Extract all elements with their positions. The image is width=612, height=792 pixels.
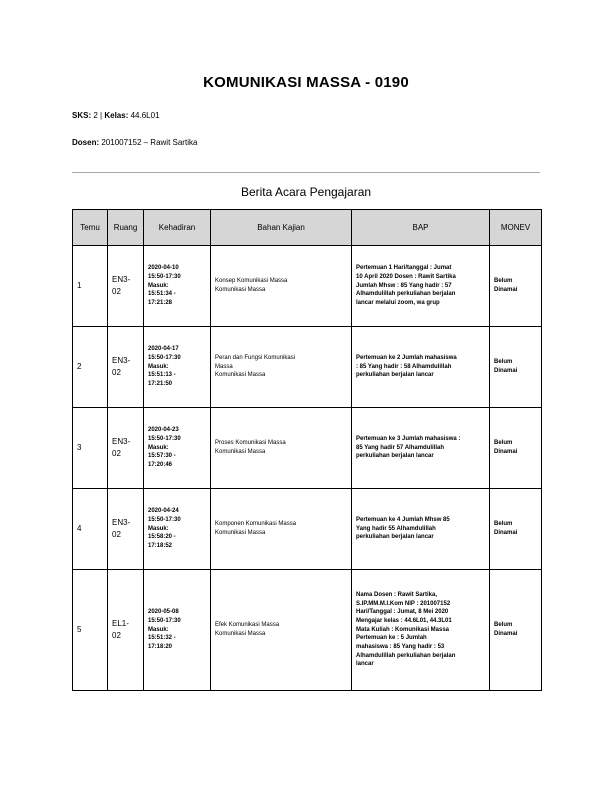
cell-monev	[490, 327, 542, 408]
table-header-row	[73, 210, 542, 246]
cell-bap-line: Yang hadir 55 Alhamdulillah	[356, 525, 436, 532]
cell-bap-line: Pertemuan ke 4 Jumlah Mhsw 85	[356, 516, 450, 523]
cell-kehadiran-line: 15:50-17:30	[148, 435, 181, 442]
cell-bap-line: Pertemuan ke : 5 Jumlah	[356, 635, 427, 642]
cell-bahan-kajian	[211, 408, 352, 489]
cell-monev	[490, 408, 542, 489]
kelas-value: 44.6L01	[130, 111, 160, 120]
cell-kehadiran-line: 15:50-17:30	[148, 516, 181, 523]
cell-temu: 5	[73, 570, 108, 691]
bap-table	[72, 209, 542, 691]
cell-bap-line: Pertemuan 1 Hari/tanggal : Jumat	[356, 265, 452, 272]
cell-monev-line: Dinamai	[494, 449, 518, 455]
cell-kehadiran-line: 2020-04-17	[148, 346, 179, 353]
cell-bap	[352, 246, 490, 327]
cell-monev-line: Belum	[494, 521, 513, 528]
cell-kehadiran-line: 2020-04-23	[148, 427, 179, 434]
cell-ruang-line: EN3-	[112, 275, 131, 285]
cell-kehadiran-line: Masuk:	[148, 525, 169, 532]
cell-monev-line: Dinamai	[494, 530, 518, 536]
cell-ruang-line: 02	[112, 530, 121, 539]
cell-bap-line: S.IP.MM.M.I.Kom NIP : 201007152	[356, 600, 451, 607]
cell-ruang-line: EN3-	[112, 437, 131, 447]
cell-ruang	[108, 489, 144, 570]
sks-value: 2	[93, 111, 98, 120]
cell-bap	[352, 489, 490, 570]
cell-kehadiran-line: Masuk:	[148, 363, 169, 370]
cell-ruang-line: 02	[112, 287, 121, 296]
cell-bap-line: Alhamdulillah perkuliahan berjalan	[356, 291, 456, 298]
cell-kehadiran-line: 17:21:28	[148, 300, 173, 307]
cell-kehadiran-line: 15:58:20 -	[148, 534, 176, 541]
cell-kehadiran-line: 15:50-17:30	[148, 617, 181, 624]
cell-kehadiran-line: 17:18:52	[148, 543, 173, 550]
header-kehadiran: Kehadiran	[144, 210, 211, 246]
cell-kehadiran-line: 15:57:30 -	[148, 453, 176, 460]
cell-ruang-line: EL1-	[112, 619, 129, 629]
cell-kehadiran-line: 15:51:32 -	[148, 635, 176, 642]
cell-ruang	[108, 570, 144, 691]
cell-bap	[352, 570, 490, 691]
cell-bap-line: Alhamdulillah perkuliahan berjalan	[356, 652, 456, 659]
cell-kehadiran	[144, 246, 211, 327]
cell-monev-line: Belum	[494, 278, 513, 285]
page-title: KOMUNIKASI MASSA - 0190	[203, 74, 409, 91]
cell-bap	[352, 408, 490, 489]
table-body	[73, 246, 542, 691]
cell-bahan-kajian-line: Konsep Komunikasi Massa	[215, 278, 288, 285]
cell-kehadiran-line: 15:50-17:30	[148, 273, 181, 280]
cell-ruang	[108, 246, 144, 327]
cell-monev-line: Belum	[494, 440, 513, 447]
cell-bahan-kajian-line: Efek Komunikasi Massa	[215, 622, 280, 629]
header-temu: Temu	[73, 210, 108, 246]
cell-bap-line: Hari/Tanggal : Jumat, 8 Mei 2020	[356, 609, 449, 616]
cell-bap-line: Nama Dosen : Rawit Sartika,	[356, 591, 438, 598]
cell-bap-line: Pertemuan ke 2 Jumlah mahasiswa	[356, 354, 457, 361]
cell-ruang	[108, 327, 144, 408]
cell-bap-line: Pertemuan ke 3 Jumlah mahasiswa :	[356, 435, 461, 442]
cell-kehadiran	[144, 408, 211, 489]
kelas-label: Kelas:	[104, 111, 129, 120]
cell-monev	[490, 246, 542, 327]
cell-monev-line: Dinamai	[494, 287, 518, 293]
meta-separator: |	[100, 111, 103, 120]
cell-temu: 3	[73, 408, 108, 489]
cell-kehadiran-line: 17:20:46	[148, 462, 173, 469]
table-row	[73, 327, 542, 408]
cell-kehadiran-line: 17:18:20	[148, 644, 173, 651]
cell-kehadiran	[144, 327, 211, 408]
cell-ruang-line: 02	[112, 368, 121, 377]
cell-bahan-kajian-line: Komunikasi Massa	[215, 372, 266, 379]
cell-bahan-kajian-line: Komunikasi Massa	[215, 449, 266, 455]
cell-kehadiran-line: 15:51:13 -	[148, 372, 176, 379]
cell-bap-line: perkuliahan berjalan lancar	[356, 372, 434, 379]
cell-ruang-line: 02	[112, 449, 121, 458]
header-ruang: Ruang	[108, 210, 144, 246]
table-row	[73, 246, 542, 327]
cell-bahan-kajian	[211, 246, 352, 327]
section-title: Berita Acara Pengajaran	[240, 185, 372, 199]
cell-kehadiran	[144, 489, 211, 570]
header-monev: MONEV	[490, 210, 542, 246]
table-row	[73, 408, 542, 489]
cell-temu: 4	[73, 489, 108, 570]
cell-kehadiran-line: 15:50-17:30	[148, 354, 181, 361]
cell-ruang-line: EN3-	[112, 518, 131, 528]
cell-kehadiran-line: 15:51:34 -	[148, 291, 176, 298]
cell-bap-line: : 85 Yang hadir : 58 Alhamdulillah	[356, 363, 452, 370]
cell-kehadiran-line: 17:21:50	[148, 381, 173, 388]
lecturer-meta	[72, 138, 197, 147]
header-bap: BAP	[352, 210, 490, 246]
cell-bap-line: perkuliahan berjalan lancar	[356, 453, 434, 460]
table-row	[73, 570, 542, 691]
cell-kehadiran-line: 2020-04-24	[148, 508, 179, 515]
cell-bahan-kajian-line: Peran dan Fungsi Komunikasi	[215, 354, 296, 361]
cell-kehadiran-line: Masuk:	[148, 282, 169, 289]
cell-kehadiran-line: 2020-04-10	[148, 265, 179, 272]
cell-bap-line: 85 Yang hadir 57 Alhamdulillah	[356, 444, 445, 451]
course-meta	[72, 111, 160, 120]
header-bahan-kajian: Bahan Kajian	[211, 210, 352, 246]
cell-bahan-kajian-line: Komponen Komunikasi Massa	[215, 521, 297, 528]
cell-bahan-kajian	[211, 570, 352, 691]
divider	[72, 172, 540, 173]
cell-monev-line: Dinamai	[494, 368, 518, 374]
cell-bap-line: 10 April 2020 Dosen : Rawit Sartika	[356, 273, 456, 280]
cell-bahan-kajian-line: Komunikasi Massa	[215, 287, 266, 293]
cell-bahan-kajian-line: Massa	[215, 363, 233, 370]
dosen-value: 201007152 – Rawit Sartika	[101, 138, 198, 147]
cell-ruang-line: EN3-	[112, 356, 131, 366]
cell-temu: 1	[73, 246, 108, 327]
cell-bahan-kajian-line: Komunikasi Massa	[215, 530, 266, 536]
cell-bap	[352, 327, 490, 408]
dosen-label: Dosen:	[72, 138, 100, 147]
cell-bap-line: lancar	[356, 661, 374, 668]
sks-label: SKS:	[72, 111, 92, 120]
cell-monev-line: Belum	[494, 622, 513, 629]
cell-bahan-kajian	[211, 489, 352, 570]
cell-bahan-kajian-line: Komunikasi Massa	[215, 631, 266, 637]
cell-kehadiran	[144, 570, 211, 691]
cell-monev-line: Dinamai	[494, 631, 518, 637]
cell-bap-line: Mata Kuliah : Komunikasi Massa	[356, 626, 450, 633]
cell-bap-line: Jumlah Mhsw : 85 Yang hadir : 57	[356, 282, 452, 289]
cell-monev	[490, 489, 542, 570]
cell-kehadiran-line: 2020-05-08	[148, 609, 179, 616]
cell-ruang-line: 02	[112, 631, 121, 640]
cell-kehadiran-line: Masuk:	[148, 626, 169, 633]
cell-bap-line: perkuliahan berjalan lancar	[356, 534, 434, 541]
cell-bahan-kajian-line: Proses Komunikasi Massa	[215, 440, 286, 447]
cell-bap-line: lancar melalui zoom, wa grup	[356, 300, 440, 307]
cell-kehadiran-line: Masuk:	[148, 444, 169, 451]
cell-monev	[490, 570, 542, 691]
cell-monev-line: Belum	[494, 359, 513, 366]
table-row	[73, 489, 542, 570]
cell-temu: 2	[73, 327, 108, 408]
cell-bap-line: mahasiswa : 85 Yang hadir : 53	[356, 644, 445, 651]
cell-bap-line: Mengajar kelas : 44.6L01, 44.3L01	[356, 617, 452, 624]
cell-ruang	[108, 408, 144, 489]
cell-bahan-kajian	[211, 327, 352, 408]
